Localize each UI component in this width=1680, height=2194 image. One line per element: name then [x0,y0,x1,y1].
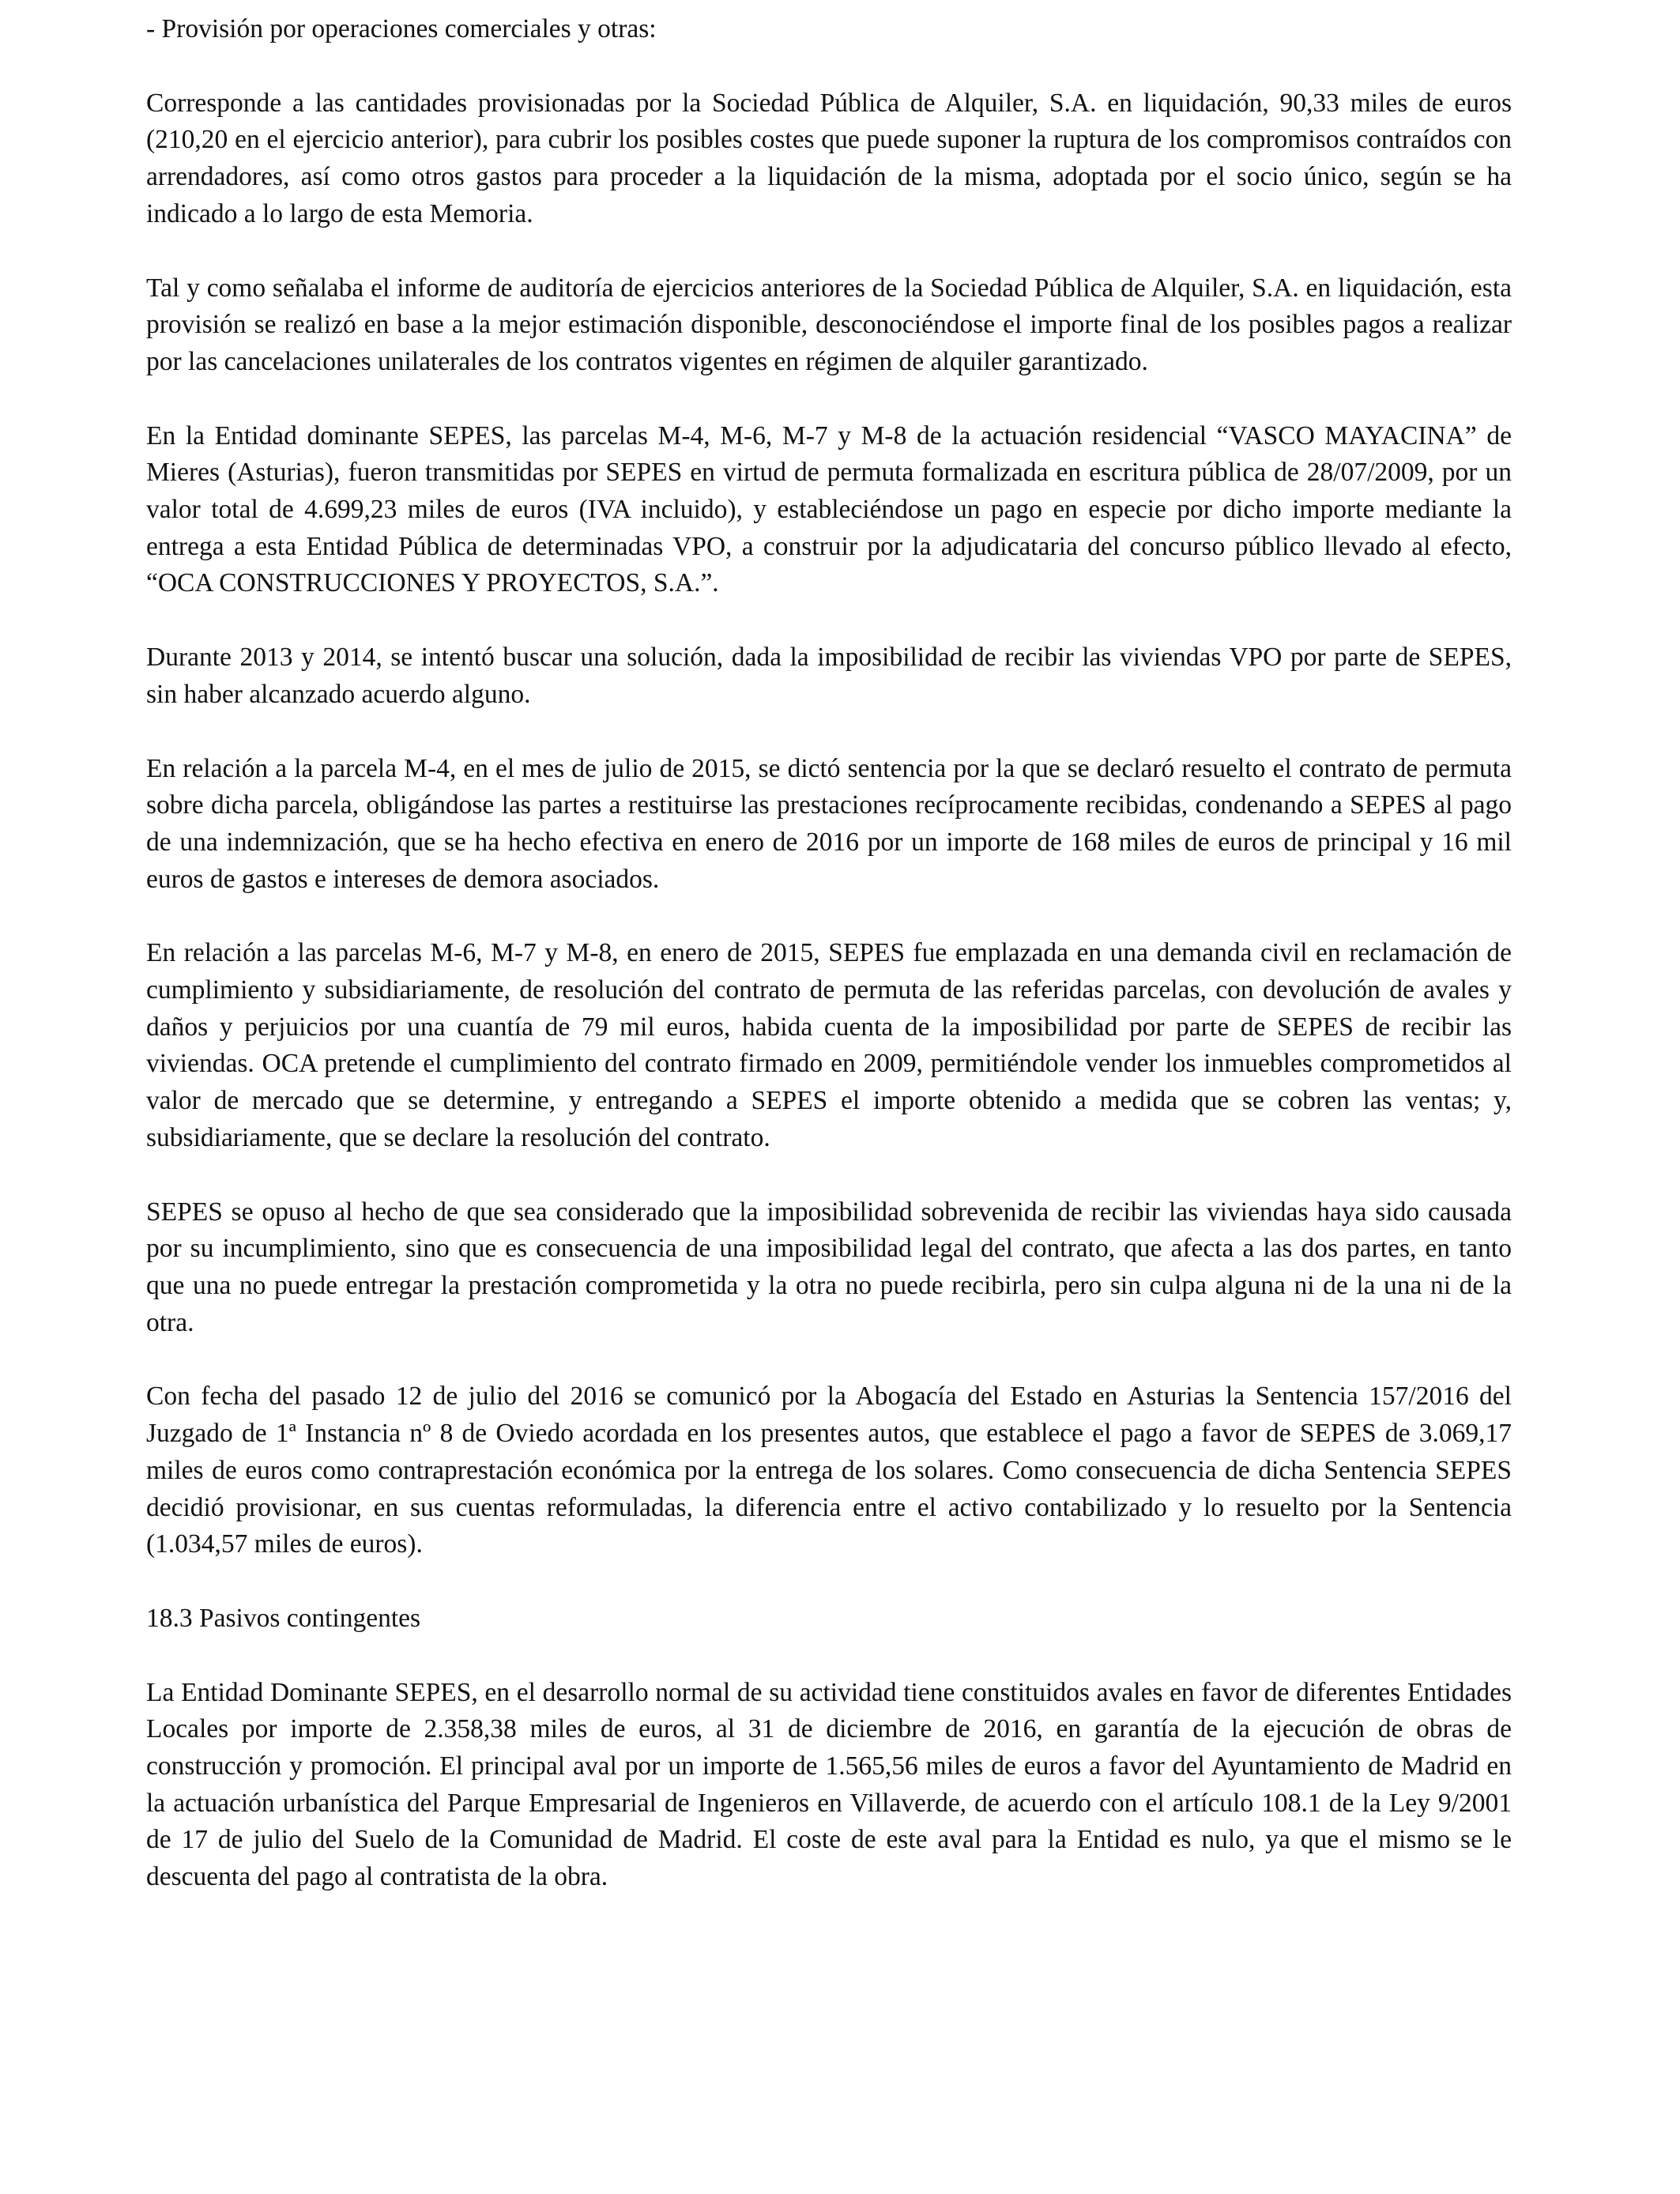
paragraph-parcela-m4: En relación a la parcela M-4, en el mes de julio de 2015, se dictó sentencia por la que se declaró resuelto el contrato de permuta sobre dicha parcela, obligándose las partes a restituirse las prestaciones recíprocamente recibidas, condenando a SEPES al pago de una indemnización, que se ha hecho efectiva en enero de 2016 por un importe de 168 miles de euros de principal y 16 mil euros de gastos e intereses de demora asociados. [146,753,1512,894]
section-heading-provision: - Provisión por operaciones comerciales y otras: [146,14,657,43]
section-heading-pasivos-contingentes: 18.3 Pasivos contingentes [146,1603,421,1633]
paragraph-parcelas-m6-m7-m8: En relación a las parcelas M-6, M-7 y M-8, en enero de 2015, SEPES fue emplazada en una demanda civil en reclamación de cumplimiento y subsidiariamente, de resolución del contrato de permuta de las referidas parcelas, con devolución de avales y daños y perjuicios por una cuantía de 79 mil euros, habida cuenta de la imposibilidad por parte de SEPES de recibir las viviendas. OCA pretende el cumplimiento del contrato firmado en 2009, permitiéndole vender los inmuebles comprometidos al valor de mercado que se determine, y entregando a SEPES el importe obtenido a medida que se cobren las ventas; y, subsidiariamente, que se declare la resolución del contrato. [146,938,1512,1152]
paragraph-avales: La Entidad Dominante SEPES, en el desarrollo normal de su actividad tiene constituidos avales en favor de diferentes Entidades Locales por importe de 2.358,38 miles de euros, al 31 de diciembre de 2016, en garantía de la ejecución de obras de construcción y promoción. El principal aval por un importe de 1.565,56 miles de euros a favor del Ayuntamiento de Madrid en la actuación urbanística del Parque Empresarial de Ingenieros en Villaverde, de acuerdo con el artículo 108.1 de la Ley 9/2001 de 17 de julio del Suelo de la Comunidad de Madrid. El coste de este aval para la Entidad es nulo, ya que el mismo se le descuenta del pago al contratista de la obra. [146,1677,1512,1892]
paragraph-2013-2014: Durante 2013 y 2014, se intentó buscar una solución, dada la imposibilidad de recibir las viviendas VPO por parte de SEPES, sin haber alcanzado acuerdo alguno. [146,643,1512,709]
paragraph-audit-report: Tal y como señalaba el informe de auditoría de ejercicios anteriores de la Sociedad Pública de Alquiler, S.A. en liquidación, esta provisión se realizó en base a la mejor estimación disponible, desconociéndose el importe final de los posibles pagos a realizar por las cancelaciones unilaterales de los contratos vigentes en régimen de alquiler garantizado. [146,273,1512,376]
document-page [146,11,1512,1896]
paragraph-provision-amounts: Corresponde a las cantidades provisionadas por la Sociedad Pública de Alquiler, S.A. en liquidación, 90,33 miles de euros (210,20 en el ejercicio anterior), para cubrir los posibles costes que puede suponer la ruptura de los compromisos contraídos con arrendadores, así como otros gastos para proceder a la liquidación de la misma, adoptada por el socio único, según se ha indicado a lo largo de esta Memoria. [146,88,1512,228]
paragraph-sentencia-2016: Con fecha del pasado 12 de julio del 2016 se comunicó por la Abogacía del Estado en Asturias la Sentencia 157/2016 del Juzgado de 1ª Instancia nº 8 de Oviedo acordada en los presentes autos, que establece el pago a favor de SEPES de 3.069,17 miles de euros como contraprestación económica por la entrega de los solares. Como consecuencia de dicha Sentencia SEPES decidió provisionar, en sus cuentas reformuladas, la diferencia entre el activo contabilizado y lo resuelto por la Sentencia (1.034,57 miles de euros). [146,1382,1512,1559]
paragraph-vasco-mayacina: En la Entidad dominante SEPES, las parcelas M-4, M-6, M-7 y M-8 de la actuación residencial “VASCO MAYACINA” de Mieres (Asturias), fueron transmitidas por SEPES en virtud de permuta formalizada en escritura pública de 28/07/2009, por un valor total de 4.699,23 miles de euros (IVA incluido), y estableciéndose un pago en especie por dicho importe mediante la entrega a esta Entidad Pública de determinadas VPO, a construir por la adjudicataria del concurso público llevado al efecto, “OCA CONSTRUCCIONES Y PROYECTOS, S.A.”. [146,420,1512,598]
paragraph-sepes-opposition: SEPES se opuso al hecho de que sea considerado que la imposibilidad sobrevenida de recibir las viviendas haya sido causada por su incumplimiento, sino que es consecuencia de una imposibilidad legal del contrato, que afecta a las dos partes, en tanto que una no puede entregar la prestación comprometida y la otra no puede recibirla, pero sin culpa alguna ni de la una ni de la otra. [146,1197,1512,1337]
